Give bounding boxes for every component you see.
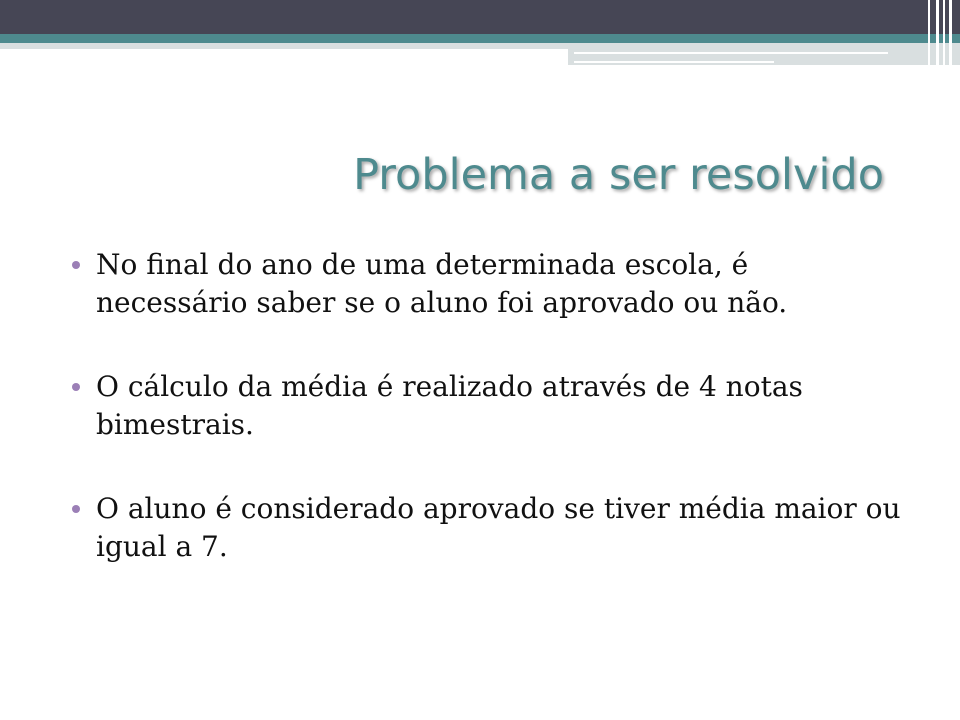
header-vertical-line	[943, 0, 945, 65]
header-vertical-line	[928, 0, 930, 65]
bullet-item	[72, 490, 902, 566]
bullet-dot-icon	[72, 383, 80, 391]
bullet-text: No final do ano de uma determinada escola, é necessário saber se o aluno foi aprovado ou não.	[96, 248, 788, 319]
header-vertical-line	[936, 0, 939, 65]
bullet-dot-icon	[72, 505, 80, 513]
bullet-text: O aluno é considerado aprovado se tiver média maior ou igual a 7.	[96, 492, 901, 563]
bullet-item	[72, 368, 902, 444]
bullet-dot-icon	[72, 261, 80, 269]
bullet-list	[72, 246, 902, 612]
bullet-text: O cálculo da média é realizado através de 4 notas bimestrais.	[96, 370, 803, 441]
header-band	[0, 0, 960, 34]
header-vertical-line	[949, 0, 952, 65]
header-decorative-line	[574, 52, 888, 54]
slide-title: Problema a ser resolvido	[353, 150, 884, 200]
header-accent-line	[0, 34, 960, 43]
bullet-item	[72, 246, 902, 322]
header-gray-strip	[0, 43, 568, 49]
header-decorative-line	[574, 61, 774, 63]
